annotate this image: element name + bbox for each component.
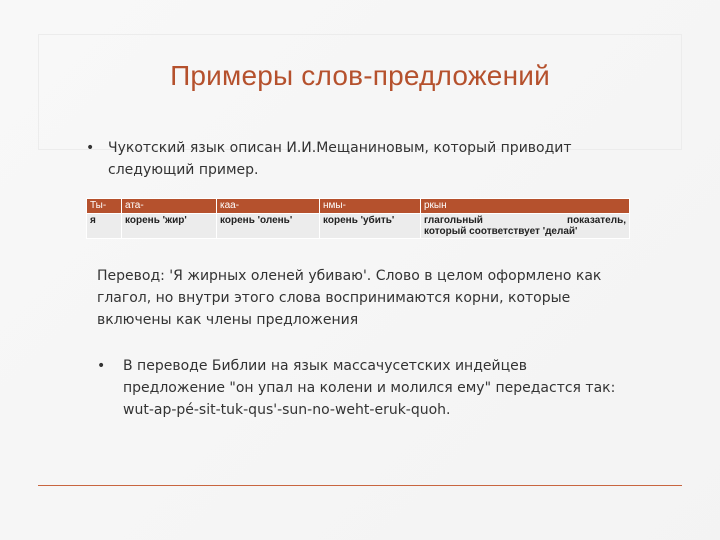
table-cell: корень 'убить' xyxy=(320,214,421,239)
table-cell: ата- xyxy=(122,199,217,214)
bullet-chukchi xyxy=(86,137,646,181)
bullet-bible xyxy=(97,355,617,421)
bullet-text: В переводе Библии на язык массачусетских индейцев предложение "он упал на колени и молился ему" передастся так: wut-ap-pé-sit-tuk-qus'-sun-no-weht-eruk-quoh. xyxy=(123,358,616,418)
table-cell: ркын xyxy=(421,199,630,214)
bullet-text: Чукотский язык описан И.И.Мещаниновым, который приводит следующий пример. xyxy=(108,140,572,178)
morpheme-table xyxy=(86,198,630,239)
table-row-glosses xyxy=(87,214,630,239)
bullet-marker: • xyxy=(86,140,95,156)
table-cell: каа- xyxy=(217,199,320,214)
table-cell: корень 'жир' xyxy=(122,214,217,239)
table-cell: нмы- xyxy=(320,199,421,214)
table-row-morphemes xyxy=(87,199,630,214)
footer-divider xyxy=(38,485,682,486)
slide-title: Примеры слов-предложений xyxy=(170,60,550,91)
table-cell xyxy=(421,214,630,239)
table-cell: корень 'олень' xyxy=(217,214,320,239)
bullet-marker: • xyxy=(97,358,106,374)
translation-paragraph: Перевод: 'Я жирных оленей убиваю'. Слово в целом оформлено как глагол, но внутри этого слова воспринимаются корни, которые включены как члены предложения xyxy=(97,268,602,328)
table-cell: Ты- xyxy=(87,199,122,214)
table-cell: я xyxy=(87,214,122,239)
gloss-line: глагольный показатель, xyxy=(424,215,626,226)
title-frame xyxy=(38,34,682,150)
gloss-line: который соответствует 'делай' xyxy=(424,226,578,237)
